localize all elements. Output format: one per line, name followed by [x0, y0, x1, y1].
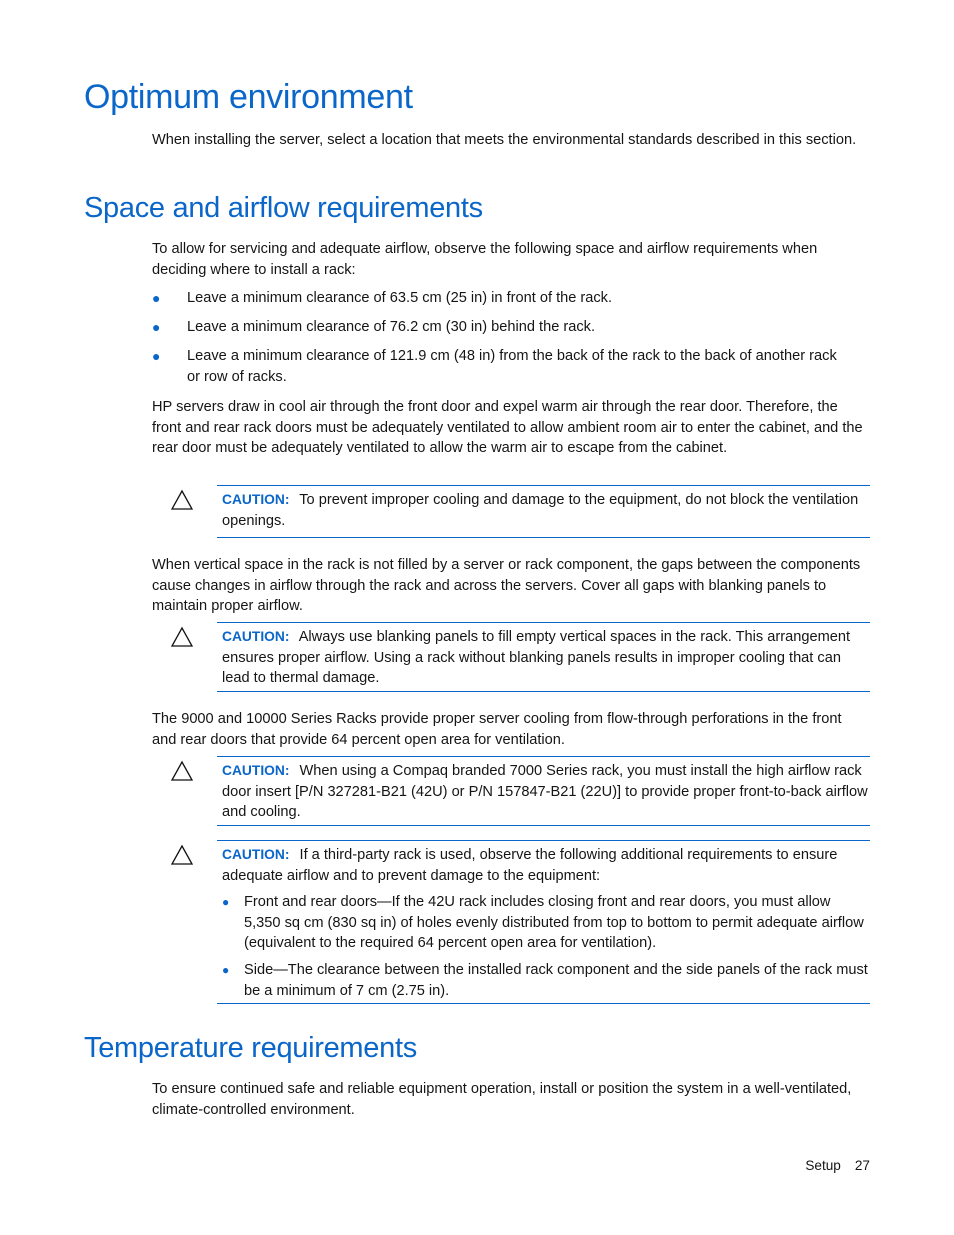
page-number: 27 [854, 1158, 870, 1173]
caution-label: CAUTION: [222, 763, 290, 778]
sub-list-item-text: Front and rear doors—If the 42U rack includes closing front and rear doors, you must allow 5,350 sq cm (830 sq in) of holes evenly distributed from top to bottom to permit adequate airflow (equivalent to the required 64 percent open area for ventilation). [244, 894, 864, 952]
warning-triangle-icon [170, 626, 194, 648]
caution-text: Always use blanking panels to fill empty vertical spaces in the rack. This arrangement ensures proper airflow. Using a rack without blanking panels results in improper cooling that can lead to thermal damage. [222, 629, 851, 687]
hp-servers-paragraph: HP servers draw in cool air through the front door and expel warm air through the rear door. Therefore, the front and rear rack doors must be adequately ventilated to allow ambient room air to enter the cabinet, and the rear door must be adequately ventilated to allow the warm air to escape from the cabinet. [152, 399, 863, 457]
warning-triangle-icon [170, 760, 194, 782]
caution-body [217, 623, 870, 689]
caution-label: CAUTION: [222, 629, 290, 644]
bullet-icon: ● [152, 290, 161, 306]
sub-list-item-text: Side—The clearance between the installed rack component and the side panels of the rack must be a minimum of 7 cm (2.75 in). [244, 961, 868, 999]
caution-text: If a third-party rack is used, observe the following additional requirements to ensure adequate airflow and to prevent damage to the equipment: [222, 847, 838, 884]
page-title: Optimum environment [84, 78, 413, 116]
bullet-icon: ● [152, 319, 161, 335]
caution-label: CAUTION: [222, 847, 290, 862]
footer-section: Setup [805, 1158, 841, 1173]
vertical-space-paragraph: When vertical space in the rack is not filled by a server or rack component, the gaps between the components cause changes in airflow through the rack and across the servers. Cover all gaps with blanking panels to maintain proper airflow. [152, 557, 861, 615]
caution-box [217, 622, 870, 692]
warning-triangle-icon [170, 844, 194, 866]
list-item-text: Leave a minimum clearance of 121.9 cm (48 in) from the back of the rack to the back of another rack or row of racks. [187, 348, 837, 385]
list-item-text: Leave a minimum clearance of 76.2 cm (30 in) behind the rack. [187, 319, 596, 335]
caution-box [217, 840, 870, 1004]
caution-body [217, 757, 870, 823]
list-item [152, 317, 852, 338]
caution-text: To prevent improper cooling and damage to the equipment, do not block the ventilation openings. [222, 492, 859, 529]
caution-text: When using a Compaq branded 7000 Series rack, you must install the high airflow rack door insert [P/N 327281-B21 (42U) or P/N 157847-B21 (22U)] to provide proper front-to-back airflow and cooling. [222, 763, 868, 821]
bullet-icon: ● [152, 348, 161, 364]
caution-box [217, 756, 870, 826]
intro-paragraph: When installing the server, select a location that meets the environmental standards described in this section. [152, 132, 857, 148]
page-footer [805, 1158, 870, 1173]
series-racks-paragraph: The 9000 and 10000 Series Racks provide proper server cooling from flow-through perforations in the front and rear doors that provide 64 percent open area for ventilation. [152, 711, 842, 748]
temperature-heading: Temperature requirements [84, 1032, 417, 1064]
sub-list-item [222, 960, 870, 1001]
space-intro-paragraph: To allow for servicing and adequate airflow, observe the following space and airflow requirements when deciding where to install a rack: [152, 241, 818, 278]
bullet-icon: ● [222, 962, 230, 977]
caution-body [217, 486, 870, 531]
sub-list-item [222, 892, 870, 954]
temperature-intro-paragraph: To ensure continued safe and reliable equipment operation, install or position the system in a well-ventilated, climate-controlled environment. [152, 1081, 852, 1118]
list-item-text: Leave a minimum clearance of 63.5 cm (25 in) in front of the rack. [187, 290, 613, 306]
warning-triangle-icon [170, 489, 194, 511]
list-item [152, 346, 852, 387]
space-airflow-heading: Space and airflow requirements [84, 192, 483, 224]
caution-box [217, 485, 870, 538]
caution-body [217, 841, 870, 886]
list-item [152, 288, 852, 309]
caution-label: CAUTION: [222, 492, 290, 507]
bullet-icon: ● [222, 895, 230, 910]
